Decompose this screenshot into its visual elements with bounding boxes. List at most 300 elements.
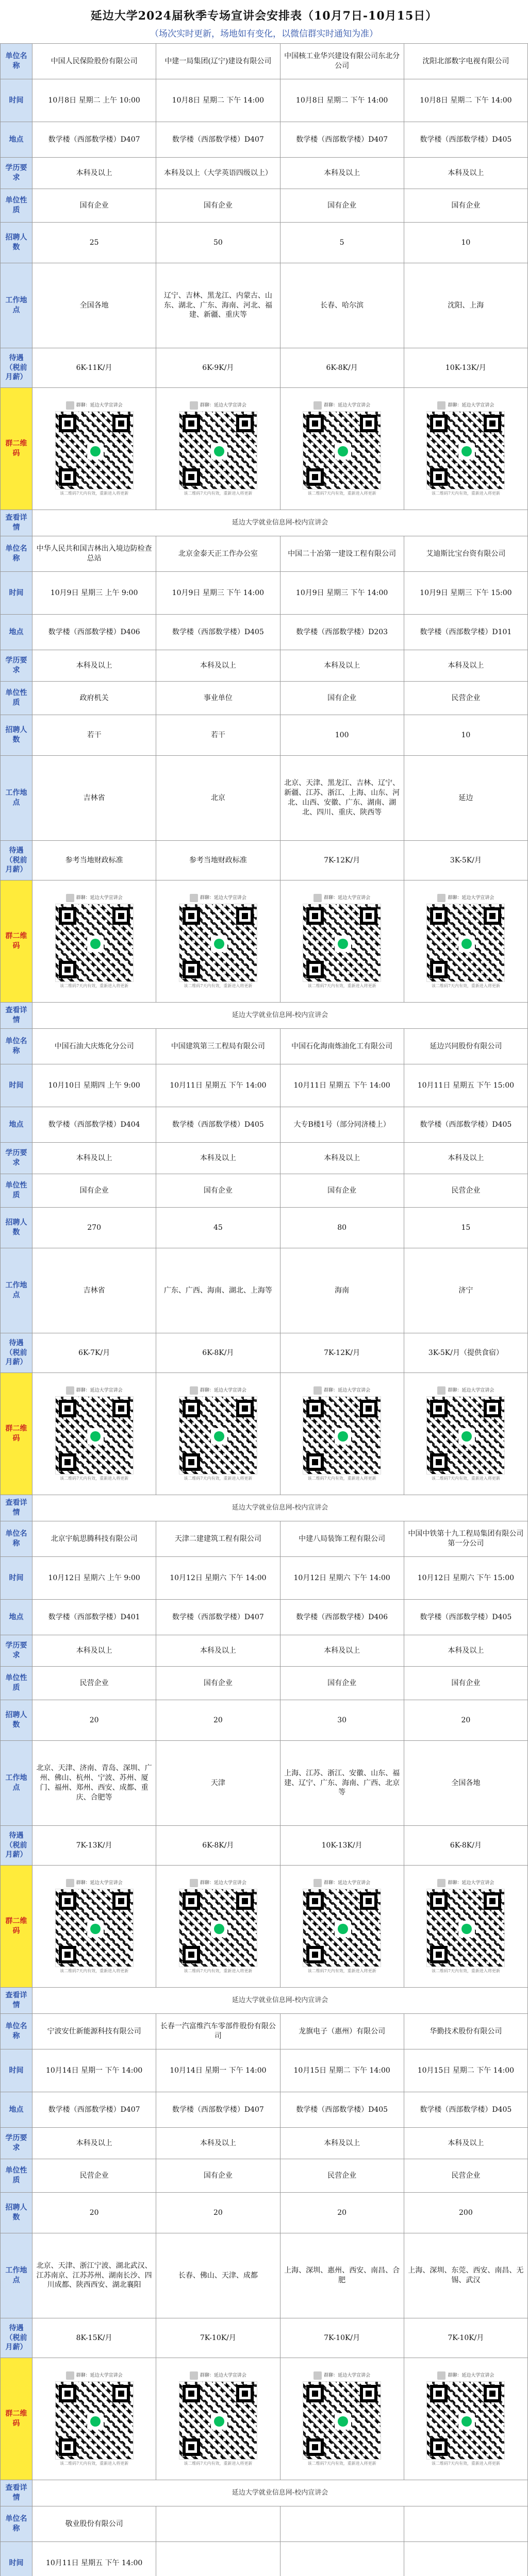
qr-footer: 该二维码7天内有效，重新进入将更新 <box>307 2461 376 2466</box>
cell-count: 200 <box>404 2193 527 2233</box>
qr-footer: 该二维码7天内有效，重新进入将更新 <box>60 983 129 988</box>
cell-location: 辽宁、吉林、黑龙江、内蒙古、山东、湖北、广东、海南、河北、福建、新疆、重庆等 <box>156 263 280 348</box>
cell-nature: 国有企业 <box>156 1667 280 1700</box>
cell-count: 5 <box>280 223 404 263</box>
row-location <box>1 263 528 348</box>
label-education: 学历要求 <box>1 650 32 682</box>
qr-caption-text: 群聊：延边大学宣讲会 <box>76 1880 123 1886</box>
label-qr: 群二维码 <box>1 1866 32 1988</box>
qr-caption <box>190 1386 246 1395</box>
cell-education: 本科及以上 <box>404 1635 527 1667</box>
cell-education: 本科及以上 <box>404 1143 527 1174</box>
qr-caption <box>314 1879 370 1887</box>
qr-caption-text: 群聊：延边大学宣讲会 <box>448 1880 494 1886</box>
cell-salary: 6K-8K/月 <box>280 348 404 388</box>
qr-code-icon[interactable] <box>427 904 504 981</box>
cell-company: 中国核工业华兴建设有限公司东北分公司 <box>280 44 404 79</box>
qr-code-icon[interactable] <box>303 904 381 981</box>
cell-company: 艾迪斯比宝台资有限公司 <box>404 536 527 572</box>
cell-company: 中华人民共和国吉林出入境边防检查总站 <box>32 536 156 572</box>
cell-time: 10月14日 星期一 下午 14:00 <box>156 2049 280 2092</box>
cell-nature: 国有企业 <box>280 1174 404 1208</box>
row-count <box>1 2193 528 2233</box>
cell-place: 数学楼（西部数学楼）D407 <box>156 2092 280 2128</box>
cell-time: 10月11日 星期五 下午 14:00 <box>280 1064 404 1107</box>
cell-place: 数学楼（西部数学楼）D405 <box>156 615 280 650</box>
cell-location: 长春、佛山、天津、成都 <box>156 2233 280 2318</box>
group-avatar-icon <box>66 1386 74 1395</box>
cell-time: 10月14日 星期一 下午 14:00 <box>32 2049 156 2092</box>
qr-code-icon[interactable] <box>303 2382 381 2459</box>
cell-location: 延边 <box>404 756 527 841</box>
qr-wrapper <box>158 401 277 497</box>
cell-location: 海南 <box>280 1248 404 1333</box>
qr-wrapper <box>283 2371 402 2467</box>
cell-location: 长春、哈尔滨 <box>280 263 404 348</box>
row-place <box>1 1600 528 1635</box>
label-detail: 查看详情 <box>1 1495 32 1521</box>
qr-code-icon[interactable] <box>303 1397 381 1474</box>
cell-company: 中国石化海南炼油化工有限公司 <box>280 1029 404 1064</box>
group-avatar-icon <box>190 401 198 410</box>
label-location: 工作地点 <box>1 263 32 348</box>
qr-wrapper <box>406 894 525 989</box>
page-subtitle: （场次实时更新，场地如有变化，以微信群实时通知为准） <box>150 29 378 39</box>
qr-caption <box>314 401 370 410</box>
cell-nature: 国有企业 <box>156 1174 280 1208</box>
cell-count: 20 <box>156 1700 280 1741</box>
qr-caption-text: 群聊：延边大学宣讲会 <box>200 2372 246 2378</box>
qr-wrapper <box>283 401 402 497</box>
cell-qr <box>404 2358 527 2480</box>
row-salary <box>1 1826 528 1866</box>
cell-company: 龙旗电子（惠州）有限公司 <box>280 2014 404 2049</box>
cell-salary: 7K-10K/月 <box>156 2318 280 2358</box>
cell-education: 本科及以上 <box>32 1635 156 1667</box>
row-time <box>1 1557 528 1600</box>
cell-nature: 国有企业 <box>280 682 404 715</box>
row-company <box>1 1521 528 1557</box>
row-place <box>1 122 528 158</box>
cell-salary: 3K-5K/月 <box>404 841 527 880</box>
cell-education: 本科及以上 <box>280 1143 404 1174</box>
qr-footer: 该二维码7天内有效，重新进入将更新 <box>307 490 376 496</box>
detail-link[interactable]: 延边大学就业信息网-校内宣讲会 <box>32 2480 528 2506</box>
row-qr <box>1 388 528 510</box>
cell-education: 本科及以上 <box>156 1635 280 1667</box>
cell-location: 济宁 <box>404 1248 527 1333</box>
cell-education: 本科及以上 <box>156 1143 280 1174</box>
cell-qr <box>32 2358 156 2480</box>
qr-caption <box>437 401 494 410</box>
cell-education: 本科及以上 <box>280 650 404 682</box>
cell-nature: 政府机关 <box>32 682 156 715</box>
label-company: 单位名称 <box>1 2506 32 2542</box>
row-qr <box>1 1373 528 1495</box>
row-location <box>1 756 528 841</box>
cell-place: 数学楼（西部数学楼）D406 <box>280 1600 404 1635</box>
cell-salary: 3K-5K/月（提供食宿） <box>404 1333 527 1373</box>
label-education: 学历要求 <box>1 1635 32 1667</box>
cell-salary: 7K-13K/月 <box>32 1826 156 1866</box>
cell-nature: 事业单位 <box>156 682 280 715</box>
qr-caption <box>66 1879 123 1887</box>
cell-salary: 参考当地财政标准 <box>32 841 156 880</box>
qr-caption-text: 群聊：延边大学宣讲会 <box>324 402 371 408</box>
row-location <box>1 1741 528 1826</box>
cell-place: 数学楼（西部数学楼）D406 <box>32 615 156 650</box>
cell-salary: 6K-8K/月 <box>156 1826 280 1866</box>
qr-code-icon[interactable] <box>427 1889 504 1967</box>
label-place: 地点 <box>1 1107 32 1143</box>
qr-wrapper <box>406 1879 525 1974</box>
qr-footer: 该二维码7天内有效，重新进入将更新 <box>307 1476 376 1481</box>
cell-location: 北京、天津、浙江宁波、湖北武汉、江苏南京、江苏苏州、湖南长沙、四川成都、陕西西安、湖北襄阳 <box>32 2233 156 2318</box>
row-salary <box>1 841 528 880</box>
label-count: 招聘人数 <box>1 1700 32 1741</box>
qr-code-icon[interactable] <box>179 2382 257 2459</box>
cell-nature: 国有企业 <box>156 189 280 223</box>
cell-place: 数学楼（西部数学楼）D404 <box>32 1107 156 1143</box>
row-place <box>1 1107 528 1143</box>
row-count <box>1 715 528 756</box>
cell-company: 敬业股份有限公司 <box>32 2506 156 2542</box>
detail-link[interactable]: 延边大学就业信息网-校内宣讲会 <box>32 510 528 536</box>
qr-caption-text: 群聊：延边大学宣讲会 <box>200 1880 246 1886</box>
label-count: 招聘人数 <box>1 1208 32 1248</box>
qr-footer: 该二维码7天内有效，重新进入将更新 <box>307 1968 376 1973</box>
cell-company: 中国建筑第三工程局有限公司 <box>156 1029 280 1064</box>
cell-count: 45 <box>156 1208 280 1248</box>
qr-code-icon[interactable] <box>427 2382 504 2459</box>
header <box>0 0 528 43</box>
label-nature: 单位性质 <box>1 682 32 715</box>
cell-qr <box>156 880 280 1003</box>
label-detail: 查看详情 <box>1 510 32 536</box>
cell-education: 本科及以上 <box>32 158 156 189</box>
cell-time: 10月11日 星期五 下午 15:00 <box>404 1064 527 1107</box>
cell-qr <box>32 388 156 510</box>
row-time <box>1 572 528 615</box>
qr-code-icon[interactable] <box>179 904 257 981</box>
group-avatar-icon <box>437 1879 446 1887</box>
cell-nature: 民营企业 <box>280 2159 404 2193</box>
qr-wrapper <box>283 894 402 989</box>
row-company <box>1 1029 528 1064</box>
qr-caption <box>437 1386 494 1395</box>
qr-code-icon[interactable] <box>303 412 381 489</box>
cell-time: 10月8日 星期二 下午 14:00 <box>156 79 280 122</box>
qr-footer: 该二维码7天内有效，重新进入将更新 <box>184 1476 253 1481</box>
row-qr <box>1 880 528 1003</box>
qr-wrapper <box>406 1386 525 1482</box>
row-location <box>1 2233 528 2318</box>
qr-code-icon[interactable] <box>427 1397 504 1474</box>
cell-count: 50 <box>156 223 280 263</box>
label-education: 学历要求 <box>1 1143 32 1174</box>
row-count <box>1 1700 528 1741</box>
label-qr: 群二维码 <box>1 388 32 510</box>
qr-caption <box>66 401 123 410</box>
qr-code-icon[interactable] <box>56 2382 133 2459</box>
qr-wrapper <box>158 1386 277 1482</box>
cell-location: 全国各地 <box>32 263 156 348</box>
cell-place: 数学楼（西部数学楼）D407 <box>280 122 404 158</box>
cell-qr <box>280 388 404 510</box>
label-place: 地点 <box>1 1600 32 1635</box>
cell-location: 上海、深圳、惠州、西安、南昌、合肥 <box>280 2233 404 2318</box>
qr-caption-text: 群聊：延边大学宣讲会 <box>324 1880 371 1886</box>
qr-footer: 该二维码7天内有效，重新进入将更新 <box>431 2461 500 2466</box>
qr-caption-text: 群聊：延边大学宣讲会 <box>200 402 246 408</box>
cell-education: 本科及以上（大学英语四级以上） <box>156 158 280 189</box>
qr-caption-text: 群聊：延边大学宣讲会 <box>76 2372 123 2378</box>
cell-company: 北京金泰天正工作办公室 <box>156 536 280 572</box>
cell-count: 10 <box>404 223 527 263</box>
group-avatar-icon <box>314 894 322 902</box>
cell-count: 80 <box>280 1208 404 1248</box>
qr-footer: 该二维码7天内有效，重新进入将更新 <box>184 2461 253 2466</box>
label-count: 招聘人数 <box>1 2193 32 2233</box>
qr-caption <box>437 894 494 902</box>
row-education <box>1 650 528 682</box>
cell-company: 宁波安仕新能源科技有限公司 <box>32 2014 156 2049</box>
group-avatar-icon <box>190 1879 198 1887</box>
cell-time: 10月12日 星期六 下午 14:00 <box>156 1557 280 1600</box>
row-detail <box>1 510 528 536</box>
detail-link[interactable]: 延边大学就业信息网-校内宣讲会 <box>32 1003 528 1029</box>
cell-salary: 10K-13K/月 <box>404 348 527 388</box>
cell-qr <box>280 1866 404 1988</box>
qr-code-icon[interactable] <box>179 412 257 489</box>
cell-time: 10月9日 星期三 下午 15:00 <box>404 572 527 615</box>
row-nature <box>1 189 528 223</box>
qr-caption <box>437 2371 494 2380</box>
label-place: 地点 <box>1 615 32 650</box>
cell-place: 数学楼（西部数学楼）D407 <box>32 2092 156 2128</box>
cell-salary: 6K-9K/月 <box>156 348 280 388</box>
label-location: 工作地点 <box>1 1741 32 1826</box>
row-detail <box>1 2480 528 2506</box>
label-company: 单位名称 <box>1 2014 32 2049</box>
qr-code-icon[interactable] <box>56 904 133 981</box>
qr-code-icon[interactable] <box>56 1397 133 1474</box>
row-time <box>1 2049 528 2092</box>
qr-caption-text: 群聊：延边大学宣讲会 <box>448 2372 494 2378</box>
qr-wrapper <box>35 894 154 989</box>
row-salary <box>1 1333 528 1373</box>
cell-place: 数学楼（西部数学楼）D405 <box>404 1107 527 1143</box>
cell-salary: 7K-12K/月 <box>280 1333 404 1373</box>
cell-salary: 7K-10K/月 <box>404 2318 527 2358</box>
cell-qr <box>156 1373 280 1495</box>
cell-salary: 6K-11K/月 <box>32 348 156 388</box>
qr-wrapper <box>158 894 277 989</box>
row-count <box>1 223 528 263</box>
cell-time: 10月9日 星期三 下午 14:00 <box>280 572 404 615</box>
cell-place: 数学楼（西部数学楼）D401 <box>32 1600 156 1635</box>
cell-time: 10月9日 星期三 上午 9:00 <box>32 572 156 615</box>
label-salary: 待遇（税前月薪） <box>1 1333 32 1373</box>
cell-count: 100 <box>280 715 404 756</box>
group-avatar-icon <box>190 894 198 902</box>
label-time: 时间 <box>1 1557 32 1600</box>
label-salary: 待遇（税前月薪） <box>1 348 32 388</box>
label-location: 工作地点 <box>1 756 32 841</box>
qr-caption <box>314 894 370 902</box>
label-education: 学历要求 <box>1 158 32 189</box>
label-location: 工作地点 <box>1 1248 32 1333</box>
detail-link[interactable]: 延边大学就业信息网-校内宣讲会 <box>32 1495 528 1521</box>
group-avatar-icon <box>190 2371 198 2380</box>
cell-location: 北京、天津、黑龙江、吉林、辽宁、新疆、江苏、浙江、上海、山东、河北、山西、安徽、广东、湖南、湖北、四川、重庆、陕西等 <box>280 756 404 841</box>
row-place <box>1 615 528 650</box>
row-time <box>1 1064 528 1107</box>
cell-place: 大专B楼1号（部分同济楼上） <box>280 1107 404 1143</box>
qr-caption-text: 群聊：延边大学宣讲会 <box>448 402 494 408</box>
cell-qr <box>404 1373 527 1495</box>
cell-place: 数学楼（西部数学楼）D405 <box>404 122 527 158</box>
cell-time: 10月12日 星期六 上午 9:00 <box>32 1557 156 1600</box>
cell-location: 天津 <box>156 1741 280 1826</box>
cell-place: 数学楼（西部数学楼）D405 <box>404 2092 527 2128</box>
label-count: 招聘人数 <box>1 715 32 756</box>
cell-company: 中建一局集团(辽宁)建设有限公司 <box>156 44 280 79</box>
row-detail <box>1 1003 528 1029</box>
label-place: 地点 <box>1 122 32 158</box>
cell-location: 广东、广西、海南、湖北、上海等 <box>156 1248 280 1333</box>
label-time: 时间 <box>1 2049 32 2092</box>
qr-code-icon[interactable] <box>179 1889 257 1967</box>
group-avatar-icon <box>66 401 74 410</box>
schedule-table <box>0 43 528 2576</box>
group-avatar-icon <box>314 1386 322 1395</box>
cell-company <box>404 2506 527 2542</box>
cell-salary: 6K-7K/月 <box>32 1333 156 1373</box>
row-nature <box>1 682 528 715</box>
row-education <box>1 2128 528 2159</box>
cell-education: 本科及以上 <box>280 158 404 189</box>
label-company: 单位名称 <box>1 1029 32 1064</box>
group-avatar-icon <box>437 2371 446 2380</box>
cell-nature: 民营企业 <box>32 1667 156 1700</box>
cell-company: 中国人民保险股份有限公司 <box>32 44 156 79</box>
cell-time: 10月15日 星期二 下午 14:00 <box>404 2049 527 2092</box>
label-company: 单位名称 <box>1 44 32 79</box>
row-nature <box>1 1174 528 1208</box>
qr-caption <box>190 2371 246 2380</box>
qr-code-icon[interactable] <box>179 1397 257 1474</box>
cell-place: 数学楼（西部数学楼）D101 <box>404 615 527 650</box>
cell-place: 数学楼（西部数学楼）D405 <box>404 1600 527 1635</box>
row-detail <box>1 1495 528 1521</box>
cell-education: 本科及以上 <box>156 650 280 682</box>
cell-education: 本科及以上 <box>404 650 527 682</box>
qr-footer: 该二维码7天内有效，重新进入将更新 <box>184 983 253 988</box>
cell-count: 若干 <box>156 715 280 756</box>
cell-time: 10月9日 星期三 下午 14:00 <box>156 572 280 615</box>
cell-qr <box>280 1373 404 1495</box>
cell-location: 北京 <box>156 756 280 841</box>
cell-time: 10月8日 星期二 下午 14:00 <box>404 79 527 122</box>
cell-qr <box>32 880 156 1003</box>
cell-count: 25 <box>32 223 156 263</box>
cell-salary: 6K-8K/月 <box>404 1826 527 1866</box>
label-company: 单位名称 <box>1 536 32 572</box>
cell-nature: 国有企业 <box>404 1667 527 1700</box>
cell-nature: 民营企业 <box>404 1174 527 1208</box>
qr-footer: 该二维码7天内有效，重新进入将更新 <box>60 490 129 496</box>
cell-location: 北京、天津、济南、青岛、深圳、广州、佛山、杭州、宁波、苏州、厦门、福州、郑州、西安、成都、重庆、合肥等 <box>32 1741 156 1826</box>
qr-wrapper <box>35 401 154 497</box>
cell-count: 若干 <box>32 715 156 756</box>
qr-code-icon[interactable] <box>56 412 133 489</box>
cell-location: 上海、深圳、东莞、西安、南昌、无锡、武汉 <box>404 2233 527 2318</box>
row-company <box>1 44 528 79</box>
qr-caption <box>190 894 246 902</box>
label-count: 招聘人数 <box>1 223 32 263</box>
cell-company: 北京宇航思腾科技有限公司 <box>32 1521 156 1557</box>
qr-caption <box>66 894 123 902</box>
qr-caption-text: 群聊：延边大学宣讲会 <box>76 402 123 408</box>
group-avatar-icon <box>190 1386 198 1395</box>
cell-qr <box>32 1866 156 1988</box>
qr-footer: 该二维码7天内有效，重新进入将更新 <box>184 1968 253 1973</box>
label-time: 时间 <box>1 2542 32 2576</box>
qr-code-icon[interactable] <box>56 1889 133 1967</box>
qr-code-icon[interactable] <box>427 412 504 489</box>
row-education <box>1 1635 528 1667</box>
label-education: 学历要求 <box>1 2128 32 2159</box>
row-count <box>1 1208 528 1248</box>
cell-company: 中建八局装饰工程有限公司 <box>280 1521 404 1557</box>
row-place <box>1 2092 528 2128</box>
cell-time: 10月10日 星期四 上午 9:00 <box>32 1064 156 1107</box>
cell-count: 15 <box>404 1208 527 1248</box>
row-education <box>1 158 528 189</box>
cell-location: 全国各地 <box>404 1741 527 1826</box>
cell-nature: 民营企业 <box>404 2159 527 2193</box>
cell-time <box>280 2542 404 2576</box>
cell-time: 10月8日 星期二 下午 14:00 <box>280 79 404 122</box>
cell-nature: 国有企业 <box>156 2159 280 2193</box>
qr-caption-text: 群聊：延边大学宣讲会 <box>200 1387 246 1393</box>
qr-caption <box>314 2371 370 2380</box>
cell-location: 吉林省 <box>32 1248 156 1333</box>
cell-salary: 参考当地财政标准 <box>156 841 280 880</box>
qr-code-icon[interactable] <box>303 1889 381 1967</box>
cell-nature: 国有企业 <box>32 1174 156 1208</box>
qr-footer: 该二维码7天内有效，重新进入将更新 <box>60 2461 129 2466</box>
qr-footer: 该二维码7天内有效，重新进入将更新 <box>431 983 500 988</box>
cell-education: 本科及以上 <box>32 1143 156 1174</box>
cell-education: 本科及以上 <box>404 2128 527 2159</box>
qr-caption-text: 群聊：延边大学宣讲会 <box>324 2372 371 2378</box>
cell-place: 数学楼（西部数学楼）D405 <box>156 1107 280 1143</box>
detail-link[interactable]: 延边大学就业信息网-校内宣讲会 <box>32 1988 528 2014</box>
label-detail: 查看详情 <box>1 1988 32 2014</box>
group-avatar-icon <box>314 401 322 410</box>
label-nature: 单位性质 <box>1 1174 32 1208</box>
qr-wrapper <box>158 2371 277 2467</box>
qr-wrapper <box>35 2371 154 2467</box>
label-nature: 单位性质 <box>1 189 32 223</box>
label-company: 单位名称 <box>1 1521 32 1557</box>
cell-qr <box>280 880 404 1003</box>
qr-wrapper <box>406 2371 525 2467</box>
cell-count: 20 <box>404 1700 527 1741</box>
row-salary <box>1 2318 528 2358</box>
